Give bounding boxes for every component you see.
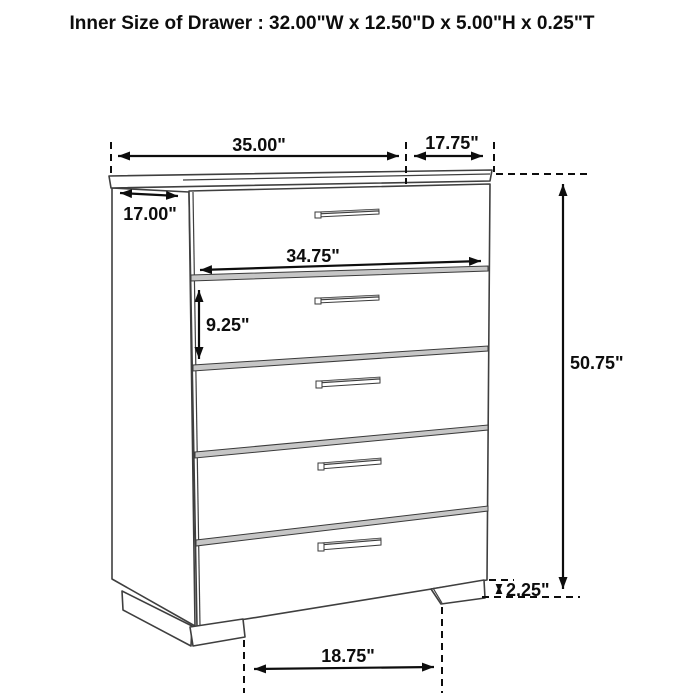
dimension-top-depth xyxy=(414,133,483,156)
dimension-label-foot-gap: 18.75" xyxy=(321,646,375,666)
handle-end-cap xyxy=(318,543,324,551)
dimension-label-drawer-width: 34.75" xyxy=(286,246,340,266)
handle-end-cap xyxy=(318,463,324,470)
handle-end-cap xyxy=(315,298,321,304)
dimension-label-overall-height: 50.75" xyxy=(570,353,624,373)
chest-side-panel xyxy=(112,188,195,626)
dimension-label-foot-height: 2.25" xyxy=(506,580,550,600)
dimension-label-top-depth: 17.75" xyxy=(425,133,479,153)
dimension-overall-height xyxy=(563,184,624,589)
handle-end-cap xyxy=(315,212,321,218)
dimension-label-drawer-height: 9.25" xyxy=(206,315,250,335)
dimension-foot-height xyxy=(499,580,550,600)
dimension-label-top-width: 35.00" xyxy=(232,135,286,155)
diagram-title: Inner Size of Drawer : 32.00"W x 12.50"D x 5.00"H x 0.25"T xyxy=(69,13,595,34)
dimension-top-width xyxy=(118,135,399,156)
dimension-foot-gap xyxy=(254,646,434,669)
chest-drawing xyxy=(109,170,492,646)
handle-end-cap xyxy=(316,381,322,388)
dimension-label-side-depth: 17.00" xyxy=(123,204,177,224)
dimension-arrow xyxy=(254,667,434,669)
